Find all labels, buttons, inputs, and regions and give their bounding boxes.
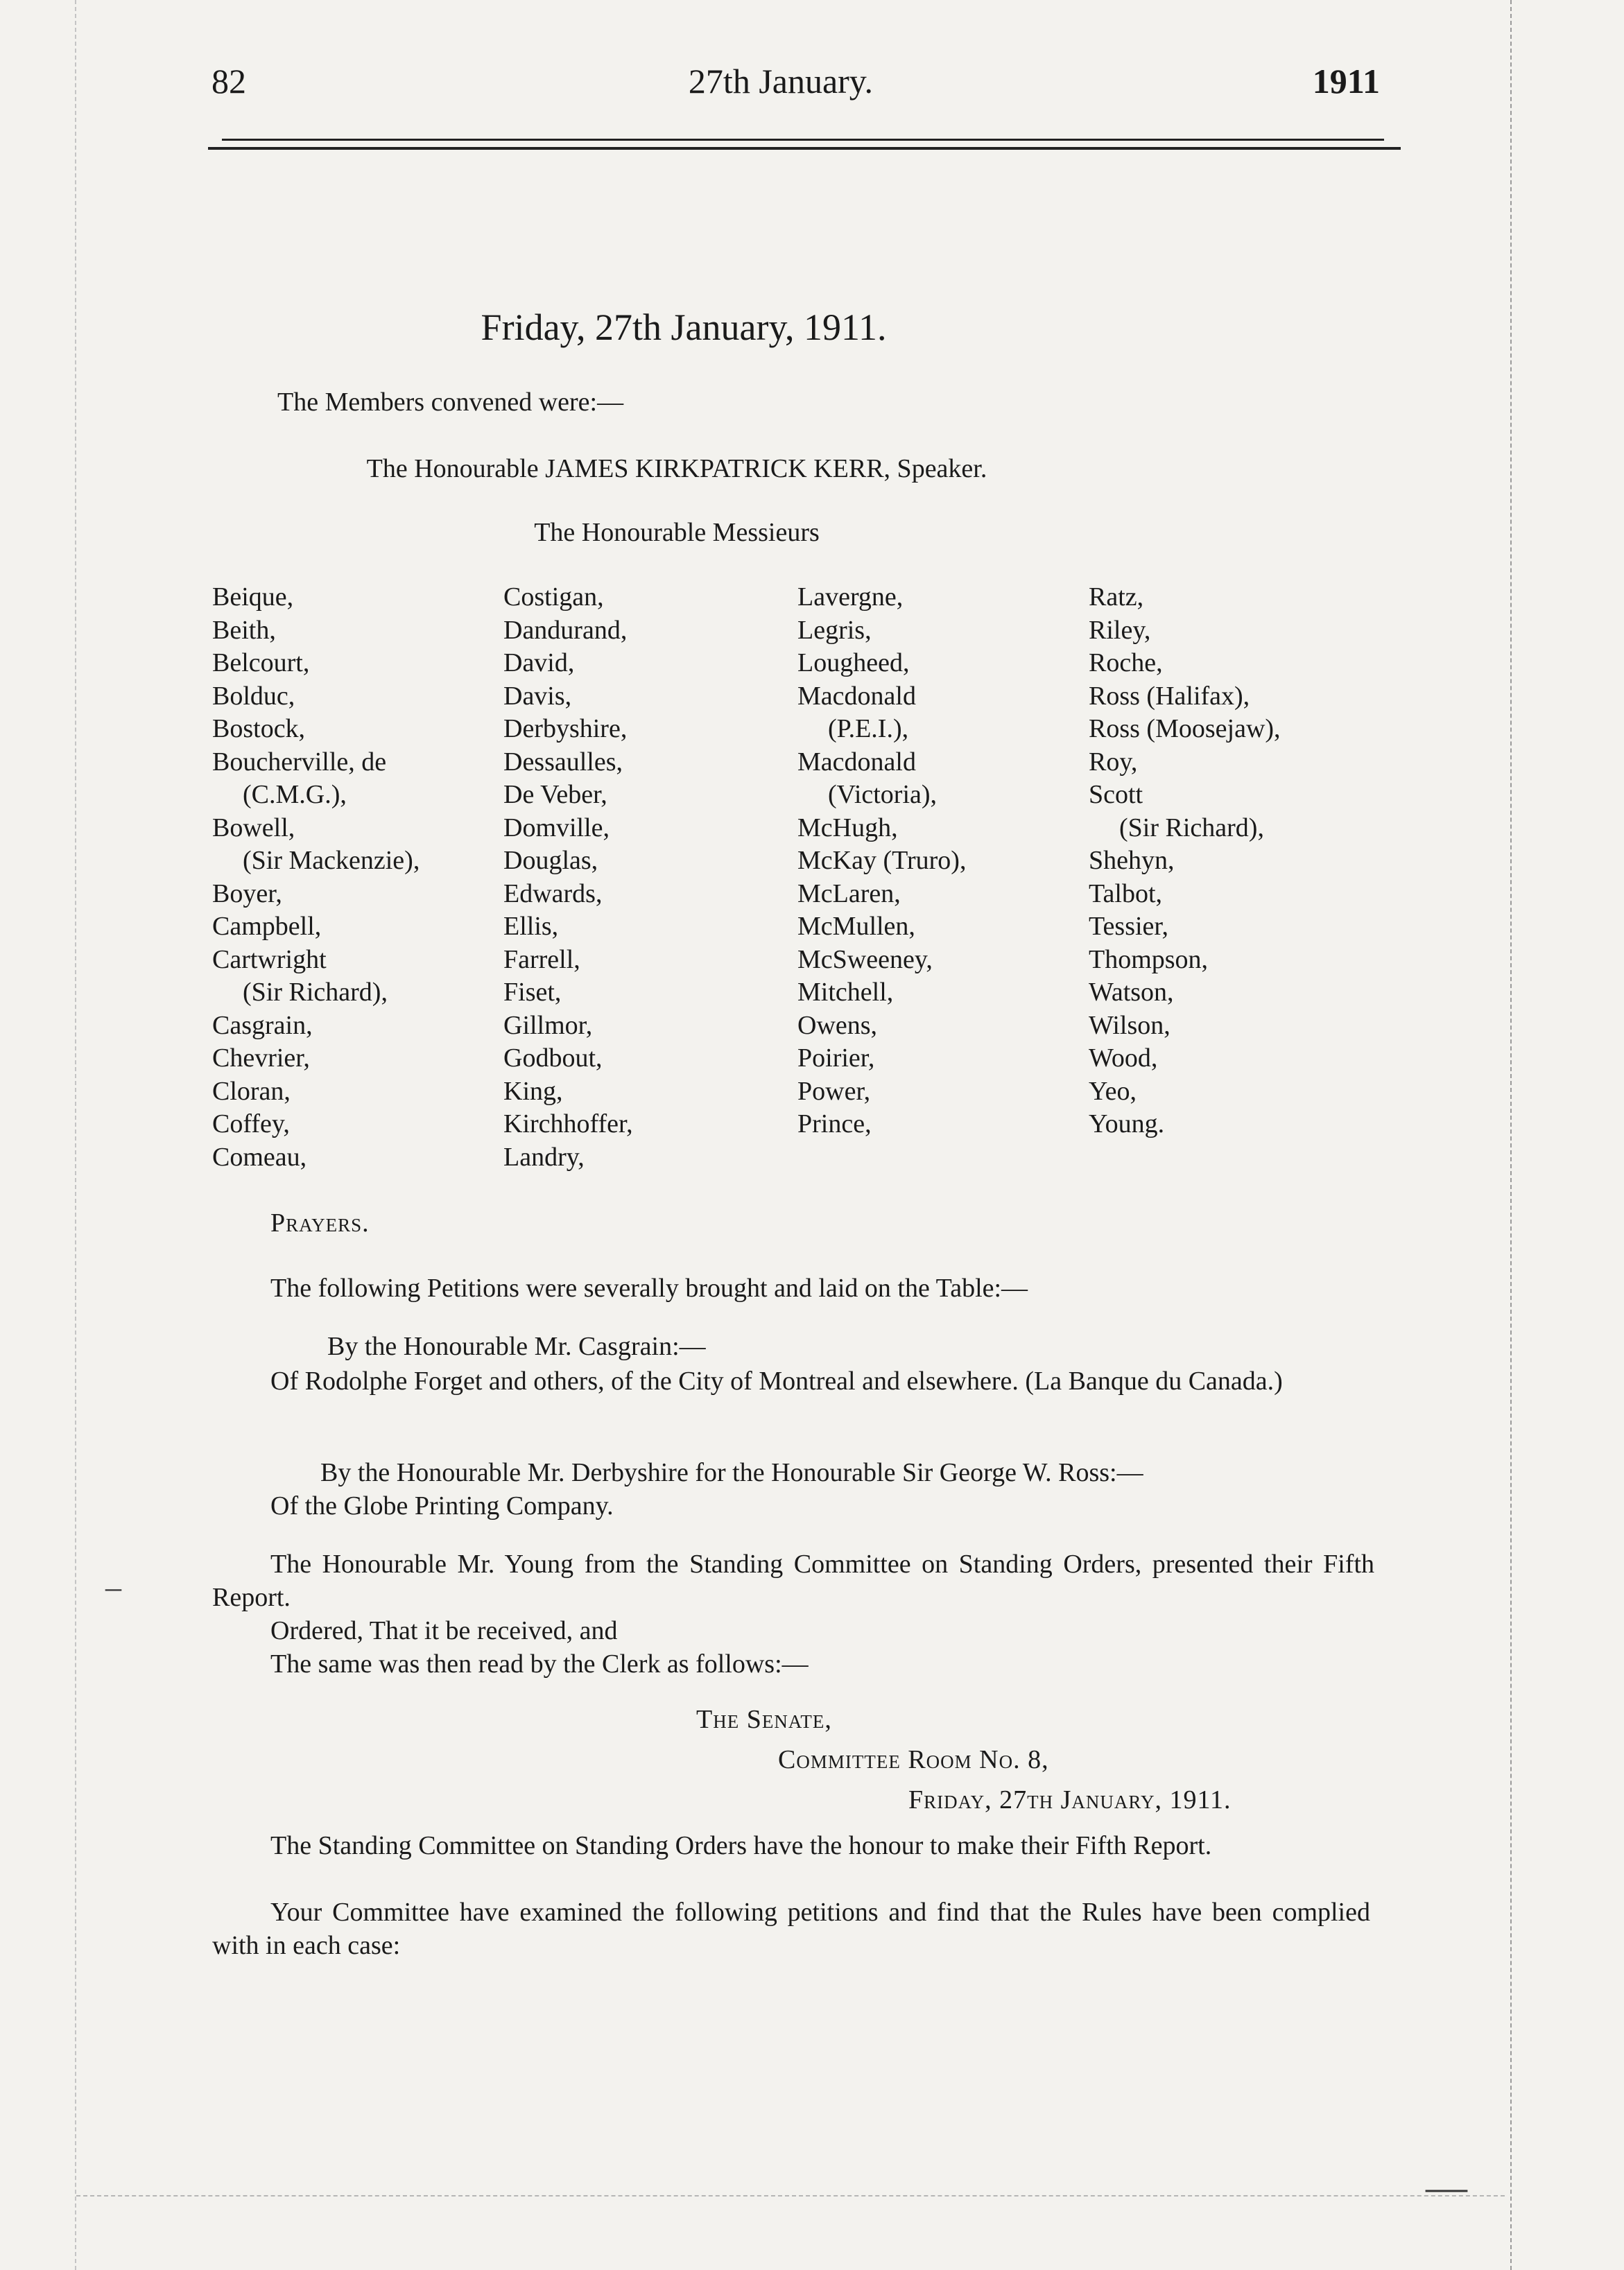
member-name: De Veber,	[503, 780, 607, 809]
member-name: Costigan,	[503, 582, 604, 612]
member-name: Wood,	[1089, 1043, 1158, 1073]
member-name: Godbout,	[503, 1043, 603, 1073]
member-name: Chevrier,	[212, 1043, 310, 1073]
member-name-continued: (Victoria),	[828, 780, 938, 809]
member-name: Fiset,	[503, 978, 562, 1007]
report-intro: The Honourable Mr. Young from the Standing Committee on Standing Orders, presented their Fifth Report.	[212, 1550, 1374, 1612]
member-name: Ratz,	[1089, 582, 1144, 612]
member-name: Roche,	[1089, 648, 1163, 677]
member-name: Wilson,	[1089, 1010, 1171, 1040]
member-name: Casgrain,	[212, 1010, 313, 1040]
member-name: McKay (Truro),	[797, 846, 967, 875]
member-name: Farrell,	[503, 944, 580, 974]
member-name-continued: (Sir Richard),	[1119, 813, 1264, 842]
member-name: Edwards,	[503, 878, 603, 908]
member-name-continued: (Sir Mackenzie),	[243, 846, 420, 875]
member-name: Belcourt,	[212, 648, 310, 677]
running-header-date: 27th January.	[688, 62, 874, 101]
member-name: Beith,	[212, 615, 276, 645]
member-name-continued: (C.M.G.),	[243, 780, 347, 809]
members-intro: The Members convened were:—	[277, 388, 624, 417]
member-name: Yeo,	[1089, 1076, 1137, 1106]
member-name: Douglas,	[503, 846, 598, 875]
member-name: Campbell,	[212, 912, 322, 941]
member-name: McMullen,	[797, 912, 915, 941]
member-name: Dandurand,	[503, 615, 628, 645]
member-name: Watson,	[1089, 978, 1174, 1007]
messieurs-heading: The Honourable Messieurs	[534, 518, 820, 547]
members-column-4	[1089, 581, 1281, 1141]
speaker-line: The Honourable JAMES KIRKPATRICK KERR, Speaker.	[366, 454, 987, 483]
member-name: Young.	[1089, 1109, 1165, 1138]
read-by-clerk-line: The same was then read by the Clerk as follows:—	[270, 1649, 809, 1679]
member-name: King,	[503, 1076, 563, 1106]
member-name: Owens,	[797, 1010, 878, 1040]
member-name: Landry,	[503, 1142, 585, 1172]
member-name: Dessaulles,	[503, 747, 623, 777]
member-name: Shehyn,	[1089, 846, 1175, 875]
members-column-1	[212, 581, 420, 1174]
member-name: McHugh,	[797, 813, 898, 842]
member-name: Tessier,	[1089, 912, 1169, 941]
prayers-heading: Prayers.	[270, 1208, 370, 1238]
member-name-continued: (P.E.I.),	[828, 714, 909, 743]
member-name: Bowell,	[212, 813, 295, 842]
member-name: Lougheed,	[797, 648, 910, 677]
header-rule-thick	[208, 147, 1401, 150]
report-paragraph-2: Your Committee have examined the following petitions and find that the Rules have been complied with in each case:	[212, 1898, 1370, 1960]
member-name: McLaren,	[797, 878, 901, 908]
page-number: 82	[211, 62, 246, 101]
member-name: Macdonald	[797, 747, 916, 777]
scan-edge-right	[1510, 0, 1512, 2270]
member-name: Roy,	[1089, 747, 1138, 777]
member-name: Davis,	[503, 681, 572, 711]
ordered-line: Ordered, That it be received, and	[270, 1616, 618, 1645]
member-name: Domville,	[503, 813, 610, 842]
day-title: Friday, 27th January, 1911.	[481, 306, 887, 348]
members-column-3	[797, 581, 966, 1141]
member-name: Ross (Moosejaw),	[1089, 714, 1281, 743]
petition-presenter-casgrain: By the Honourable Mr. Casgrain:—	[327, 1332, 706, 1361]
member-name: Bolduc,	[212, 681, 295, 711]
member-name: Cloran,	[212, 1076, 291, 1106]
member-name: Beique,	[212, 582, 294, 612]
member-name: David,	[503, 648, 575, 677]
member-name: Derbyshire,	[503, 714, 628, 743]
member-name: McSweeney,	[797, 944, 933, 974]
member-name: Ross (Halifax),	[1089, 681, 1250, 711]
member-name: Ellis,	[503, 912, 559, 941]
report-heading-committee-room: Committee Room No. 8,	[778, 1745, 1049, 1774]
member-name: Boucherville, de	[212, 747, 387, 777]
member-name: Thompson,	[1089, 944, 1209, 974]
members-column-2	[503, 581, 633, 1174]
member-name: Boyer,	[212, 878, 282, 908]
scan-mark-stroke: —	[1426, 2164, 1467, 2210]
petition-presenter-derbyshire: By the Honourable Mr. Derbyshire for the Honourable Sir George W. Ross:—	[320, 1458, 1143, 1487]
member-name: Gillmor,	[503, 1010, 593, 1040]
member-name: Macdonald	[797, 681, 916, 711]
member-name: Riley,	[1089, 615, 1151, 645]
member-name: Cartwright	[212, 944, 327, 974]
member-name: Poirier,	[797, 1043, 875, 1073]
member-name: Bostock,	[212, 714, 306, 743]
member-name: Legris,	[797, 615, 872, 645]
member-name: Scott	[1089, 780, 1143, 809]
scan-edge-bottom	[76, 2195, 1505, 2197]
member-name: Comeau,	[212, 1142, 307, 1172]
running-header-year: 1911	[1312, 62, 1380, 101]
member-name: Kirchhoffer,	[503, 1109, 633, 1138]
petition-text-globe: Of the Globe Printing Company.	[270, 1491, 614, 1520]
member-name: Power,	[797, 1076, 871, 1106]
header-rule-thin	[222, 139, 1384, 141]
report-heading-date: Friday, 27th January, 1911.	[908, 1785, 1232, 1814]
member-name: Prince,	[797, 1109, 872, 1138]
scan-mark-dash: –	[105, 1569, 121, 1604]
member-name: Lavergne,	[797, 582, 904, 612]
report-paragraph-1: The Standing Committee on Standing Orders have the honour to make their Fifth Report.	[270, 1831, 1212, 1860]
member-name-continued: (Sir Richard),	[243, 978, 388, 1007]
member-name: Coffey,	[212, 1109, 290, 1138]
petitions-intro: The following Petitions were severally brought and laid on the Table:—	[270, 1274, 1028, 1303]
petition-text-forget: Of Rodolphe Forget and others, of the City of Montreal and elsewhere. (La Banque du Canada.)	[270, 1367, 1283, 1396]
member-name: Mitchell,	[797, 978, 894, 1007]
report-heading-senate: The Senate,	[696, 1705, 832, 1734]
member-name: Talbot,	[1089, 878, 1163, 908]
